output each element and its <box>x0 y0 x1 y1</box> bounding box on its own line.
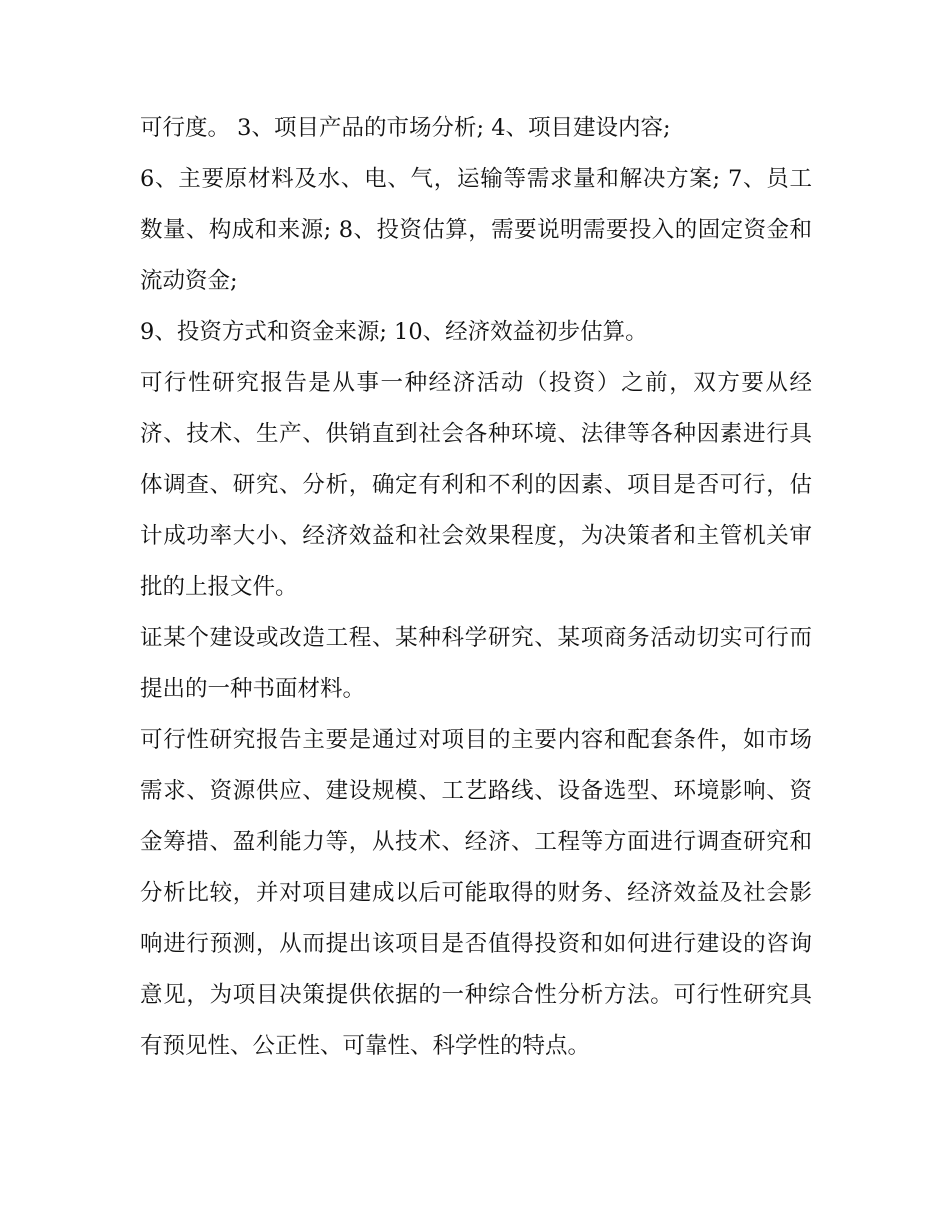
paragraph-project-analysis: 可行度。 3、项目产品的市场分析; 4、项目建设内容; <box>140 115 671 141</box>
paragraph-written-material: 证某个建设或改造工程、某种科学研究、某项商务活动切实可行而提出的一种书面材料。 <box>140 625 812 702</box>
paragraph-funding-benefits: 9、投资方式和资金来源; 10、经济效益初步估算。 <box>140 319 648 345</box>
paragraph-materials-staff-investment: 6、主要原材料及水、电、气，运输等需求量和解决方案; 7、员工数量、构成和来源; 8、投资估算，需要说明需要投入的固定资金和流动资金; <box>140 166 812 294</box>
paragraph-report-purpose: 可行性研究报告主要是通过对项目的主要内容和配套条件，如市场需求、资源供应、建设规模、工艺路线、设备选型、环境影响、资金筹措、盈利能力等，从技术、经济、工程等方面进行调查研究和分析比较，并对项目建成以后可能取得的财务、经济效益及社会影响进行预测，从而提出该项目是否值得投资和如何进行建设的咨询意见，为项目决策提供依据的一种综合性分析方法。可行性研究具有预见性、公正性、可靠性、科学性的特点。 <box>140 727 812 1059</box>
paragraph-report-definition: 可行性研究报告是从事一种经济活动（投资）之前，双方要从经济、技术、生产、供销直到社会各种环境、法律等各种因素进行具体调查、研究、分析，确定有利和不利的因素、项目是否可行，估计成功率大小、经济效益和社会效果程度，为决策者和主管机关审批的上报文件。 <box>140 370 812 600</box>
document-body <box>140 103 812 1072</box>
